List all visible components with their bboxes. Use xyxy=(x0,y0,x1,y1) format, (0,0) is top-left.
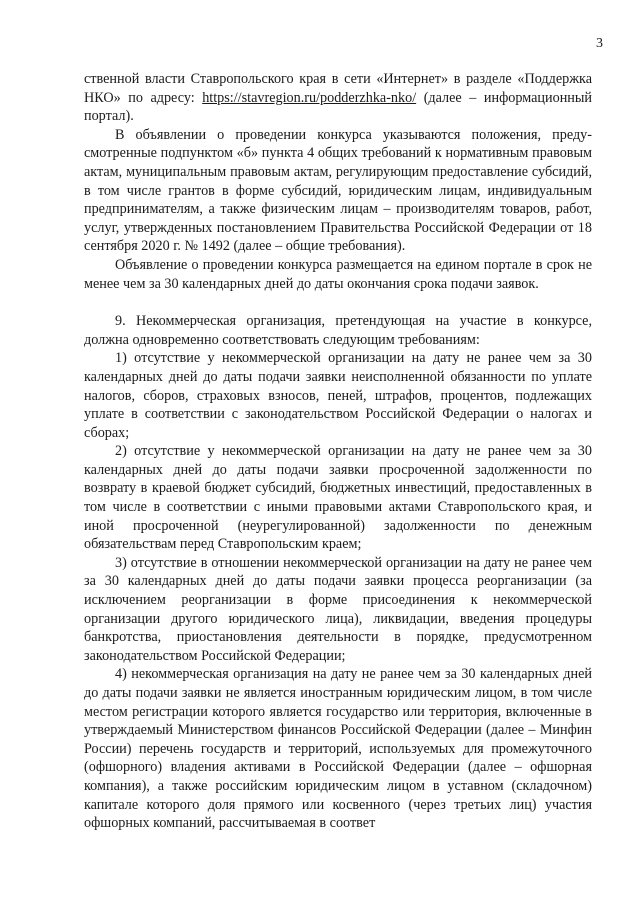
requirement-2: 2) отсутствие у некоммерческой организации на дату не ранее чем за 30 календарных дней до даты подачи заявки просроченной задолженности по возврату в краевой бюджет субсидий, бюджетных инвестиций, предоставленных в том числе в соответствии с иными правовыми актами Ставропольского края, и иной просроченной (неурегулированной) задолженности по денежным обязательствам перед Ставропольским краем; xyxy=(84,443,592,553)
paragraph-section-9: 9. Некоммерческая организация, претендующая на участие в конкурсе, должна одновременно соответствовать следующим требованиям: xyxy=(84,313,592,348)
paragraph-portal-pre: ственной власти Ставропольского края в сети «Интернет» в разделе «Поддержка НКО» по адресу: xyxy=(84,71,592,106)
paragraph-announcement-content: В объявлении о проведении конкурса указываются положения, предусмотренные подпунктом «б» пункта 4 общих требований к нормативным правовым актам, муниципальным правовым актам, регулирующим предоставление субсидий, в том числе грантов в форме субсидий, юридическим лицам, индивидуальным предпринимателям, а также физическим лицам – производителям товаров, работ, услуг, утвержденных постановлением Правительства Российской Федерации от 18 сентября 2020 г. № 1492 (далее – общие требования). xyxy=(84,126,592,255)
paragraph-announcement-placement: Объявление о проведении конкурса размещается на едином портале в срок не менее чем за 30 календарных дней до даты окончания срока подачи заявок. xyxy=(84,256,592,292)
paragraph-portal xyxy=(84,70,592,126)
requirement-4: 4) некоммерческая организация на дату не ранее чем за 30 календарных дней до даты подачи заявки не является иностранным юридическим лицом, в том числе местом регистрации которого является государство или территория, включенные в утверждаемый Министерством финансов Российской Федерации (далее – Минфин России) перечень государств и территорий, используемых для промежуточного (офшорного) владения активами в Российской Федерации (далее – офшорная компания), а также российским юридическим лицом в уставном (складочном) капитале которого доля прямого или косвенного (через третьих лиц) участия офшорных компаний, рассчитываемая в соответ xyxy=(84,666,592,832)
page-number: 3 xyxy=(596,36,603,51)
paragraph-portal-post: (далее – информационный портал). xyxy=(84,89,592,125)
portal-link[interactable]: https://stavregion.ru/podderzhka-nko/ xyxy=(202,89,417,106)
requirement-1: 1) отсутствие у некоммерческой организации на дату не ранее чем за 30 календарных дней до даты подачи заявки неисполненной обязанности по уплате налогов, сборов, страховых взносов, пеней, штрафов, процентов, подлежащих уплате в соответствии с законодательством Российской Федерации о налогах и сборах; xyxy=(84,350,592,441)
requirement-3: 3) отсутствие в отношении некоммерческой организации на дату не ранее чем за 30 календарных дней до даты подачи заявки процесса реорганизации (за исключением реорганизации в форме присоединения к некоммерческой организации другого юридического лица), ликвидации, введения процедуры банкротства, приостановления деятельности в порядке, предусмотренном законодательством Российской Федерации; xyxy=(84,554,592,664)
document-body xyxy=(84,70,592,833)
